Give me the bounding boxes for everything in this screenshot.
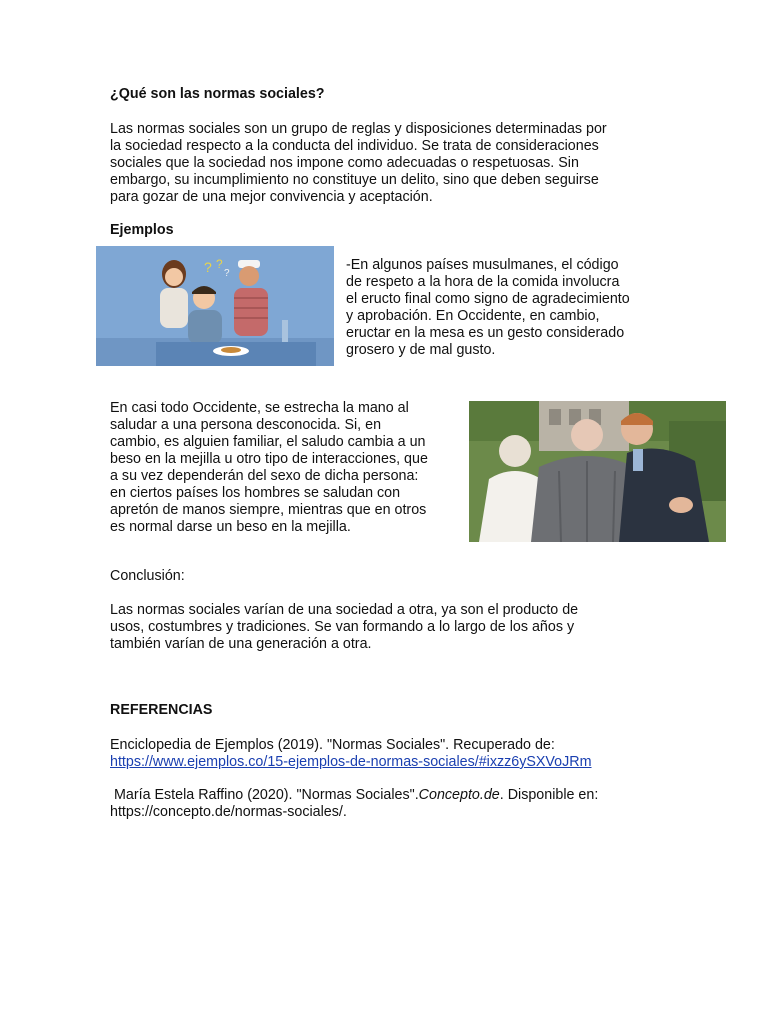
example2-line: En casi todo Occidente, se estrecha la mano al	[110, 400, 409, 416]
intro-line: la sociedad respecto a la conducta del individuo. Se trata de consideraciones	[110, 138, 599, 154]
svg-text:?: ?	[224, 268, 230, 279]
example2-line: en ciertos países los hombres se saludan con	[110, 485, 401, 501]
reference-2-author: María Estela Raffino (2020). "Normas Sociales".	[110, 787, 419, 803]
conclusion-line: Las normas sociales varían de una sociedad a otra, ya son el producto de	[110, 602, 579, 618]
intro-line: para gozar de una mejor convivencia y aceptación.	[110, 189, 433, 205]
conclusion-line: también varían de una generación a otra.	[110, 636, 372, 652]
conclusion-line: usos, costumbres y tradiciones. Se van formando a lo largo de los años y	[110, 619, 575, 635]
intro-line: embargo, su incumplimiento no constituye un delito, sino que deben seguirse	[110, 172, 599, 188]
svg-text:?: ?	[216, 257, 223, 271]
reference-1-text: Enciclopedia de Ejemplos (2019). "Normas Sociales". Recuperado de:	[110, 737, 555, 753]
example2-line: cambio, es alguien familiar, el saludo cambia a un	[110, 434, 426, 450]
example1-line: -En algunos países musulmanes, el código	[346, 257, 619, 273]
examples-heading: Ejemplos	[110, 222, 174, 238]
references-heading: REFERENCIAS	[110, 702, 213, 718]
reference-1-link[interactable]: https://www.ejemplos.co/15-ejemplos-de-normas-sociales/#ixzz6ySXVoJRm	[110, 754, 592, 770]
example2-line: beso en la mejilla u otro tipo de interacciones, que	[110, 451, 428, 467]
example1-line: el eructo final como signo de agradecimiento	[346, 291, 630, 307]
reference-2	[110, 787, 598, 804]
example1-line: eructar en la mesa es un gesto considerado	[346, 325, 625, 341]
example2-line: es normal darse un beso en la mejilla.	[110, 519, 351, 535]
reference-2-suffix: . Disponible en:	[499, 787, 599, 803]
question-mark-icon: ?	[204, 259, 212, 275]
example1-line: y aprobación. En Occidente, en cambio,	[346, 308, 600, 324]
example1-line: de respeto a la hora de la comida involucra	[346, 274, 620, 290]
example1-line: grosero y de mal gusto.	[346, 342, 496, 358]
intro-line: sociales que la sociedad nos impone como adecuadas o respetuosas. Sin	[110, 155, 579, 171]
page-title: ¿Qué son las normas sociales?	[110, 86, 325, 102]
example2-line: apretón de manos siempre, mientras que en otros	[110, 502, 427, 518]
example2-line: a su vez dependerán del sexo de dicha persona:	[110, 468, 419, 484]
reference-2-site: Concepto.de	[418, 787, 500, 803]
reference-2-url: https://concepto.de/normas-sociales/.	[110, 804, 347, 820]
intro-line: Las normas sociales son un grupo de reglas y disposiciones determinadas por	[110, 121, 607, 137]
cartoon-dinner-image	[96, 246, 334, 366]
greeting-photo	[469, 401, 726, 542]
example2-line: saludar a una persona desconocida. Si, en	[110, 417, 382, 433]
conclusion-label: Conclusión:	[110, 568, 185, 584]
